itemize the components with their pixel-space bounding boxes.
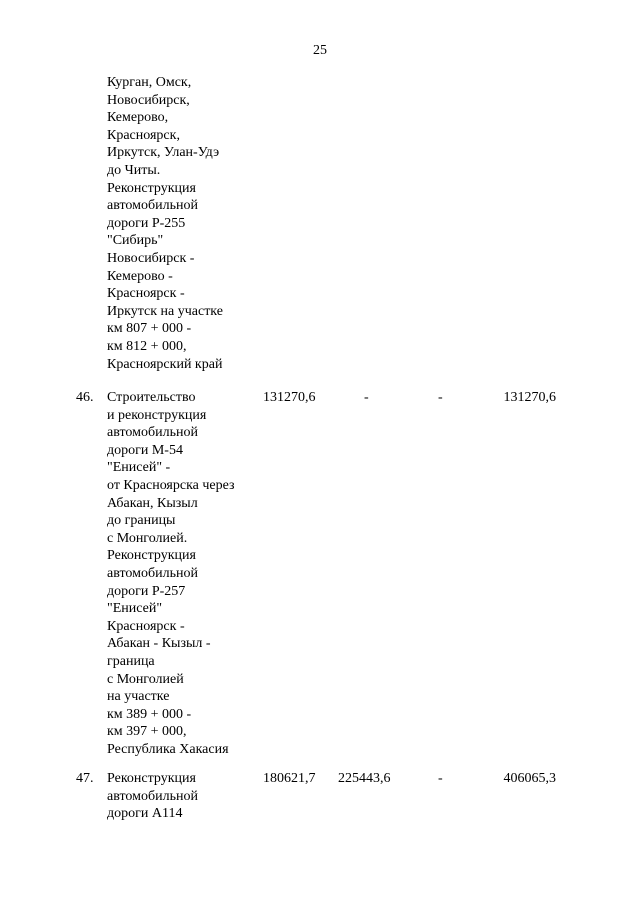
page-number: 25	[313, 43, 327, 58]
description-line: км 807 + 000 -	[107, 321, 192, 337]
description-line: автомобильной	[107, 788, 198, 804]
description-line: с Монголией.	[107, 530, 188, 546]
value-cell: 131270,6	[263, 390, 316, 405]
description-line: Абакан, Кызыл	[107, 495, 198, 511]
row-description	[107, 770, 267, 823]
description-line: км 389 + 000 -	[107, 706, 192, 722]
description-line: Иркутск, Улан-Удэ	[107, 145, 220, 161]
value-cell: 225443,6	[338, 771, 391, 786]
description-line: км 397 + 000,	[107, 724, 187, 740]
description-line: Реконструкция	[107, 771, 196, 786]
description-line: Красноярск -	[107, 618, 185, 634]
description-line: дороги А114	[107, 806, 183, 822]
description-line: дороги Р-255	[107, 215, 186, 231]
description-line: км 812 + 000,	[107, 338, 187, 354]
description-line: дороги Р-257	[107, 583, 186, 599]
description-line: от Красноярска через	[107, 477, 235, 493]
value-cell-total: 131270,6	[503, 390, 556, 405]
description-line: Республика Хакасия	[107, 741, 229, 757]
description-line: Иркутск на участке	[107, 303, 223, 319]
description-line: Красноярск,	[107, 127, 180, 143]
description-line: Красноярск -	[107, 286, 185, 302]
description-line: "Сибирь"	[107, 233, 164, 249]
description-line: Новосибирск -	[107, 250, 195, 266]
continuation-description	[107, 74, 267, 373]
description-line: Реконструкция	[107, 548, 196, 564]
description-line: "Енисей" -	[107, 460, 171, 476]
description-line: Строительство	[107, 390, 196, 405]
description-line: автомобильной	[107, 425, 198, 441]
row-number: 46.	[76, 390, 94, 405]
description-line: Кемерово,	[107, 110, 169, 126]
description-line: Абакан - Кызыл -	[107, 636, 211, 652]
description-line: Реконструкция	[107, 180, 196, 196]
value-cell-total: 406065,3	[503, 771, 556, 786]
description-line: до границы	[107, 513, 176, 529]
value-cell: -	[438, 390, 443, 405]
description-line: с Монголией	[107, 671, 184, 687]
value-cell: -	[438, 771, 443, 786]
description-line: до Читы.	[107, 162, 161, 178]
description-line: Красноярский край	[107, 356, 223, 372]
description-line: Курган, Омск,	[107, 75, 192, 90]
row-description	[107, 389, 267, 758]
description-line: Кемерово -	[107, 268, 173, 284]
value-cell: -	[364, 390, 369, 405]
description-line: Новосибирск,	[107, 92, 190, 108]
description-line: "Енисей"	[107, 601, 163, 617]
description-line: автомобильной	[107, 565, 198, 581]
description-line: на участке	[107, 689, 170, 705]
description-line: граница	[107, 653, 155, 669]
description-line: автомобильной	[107, 198, 198, 214]
row-number: 47.	[76, 771, 94, 786]
description-line: дороги М-54	[107, 442, 183, 458]
description-line: и реконструкция	[107, 407, 207, 423]
value-cell: 180621,7	[263, 771, 316, 786]
